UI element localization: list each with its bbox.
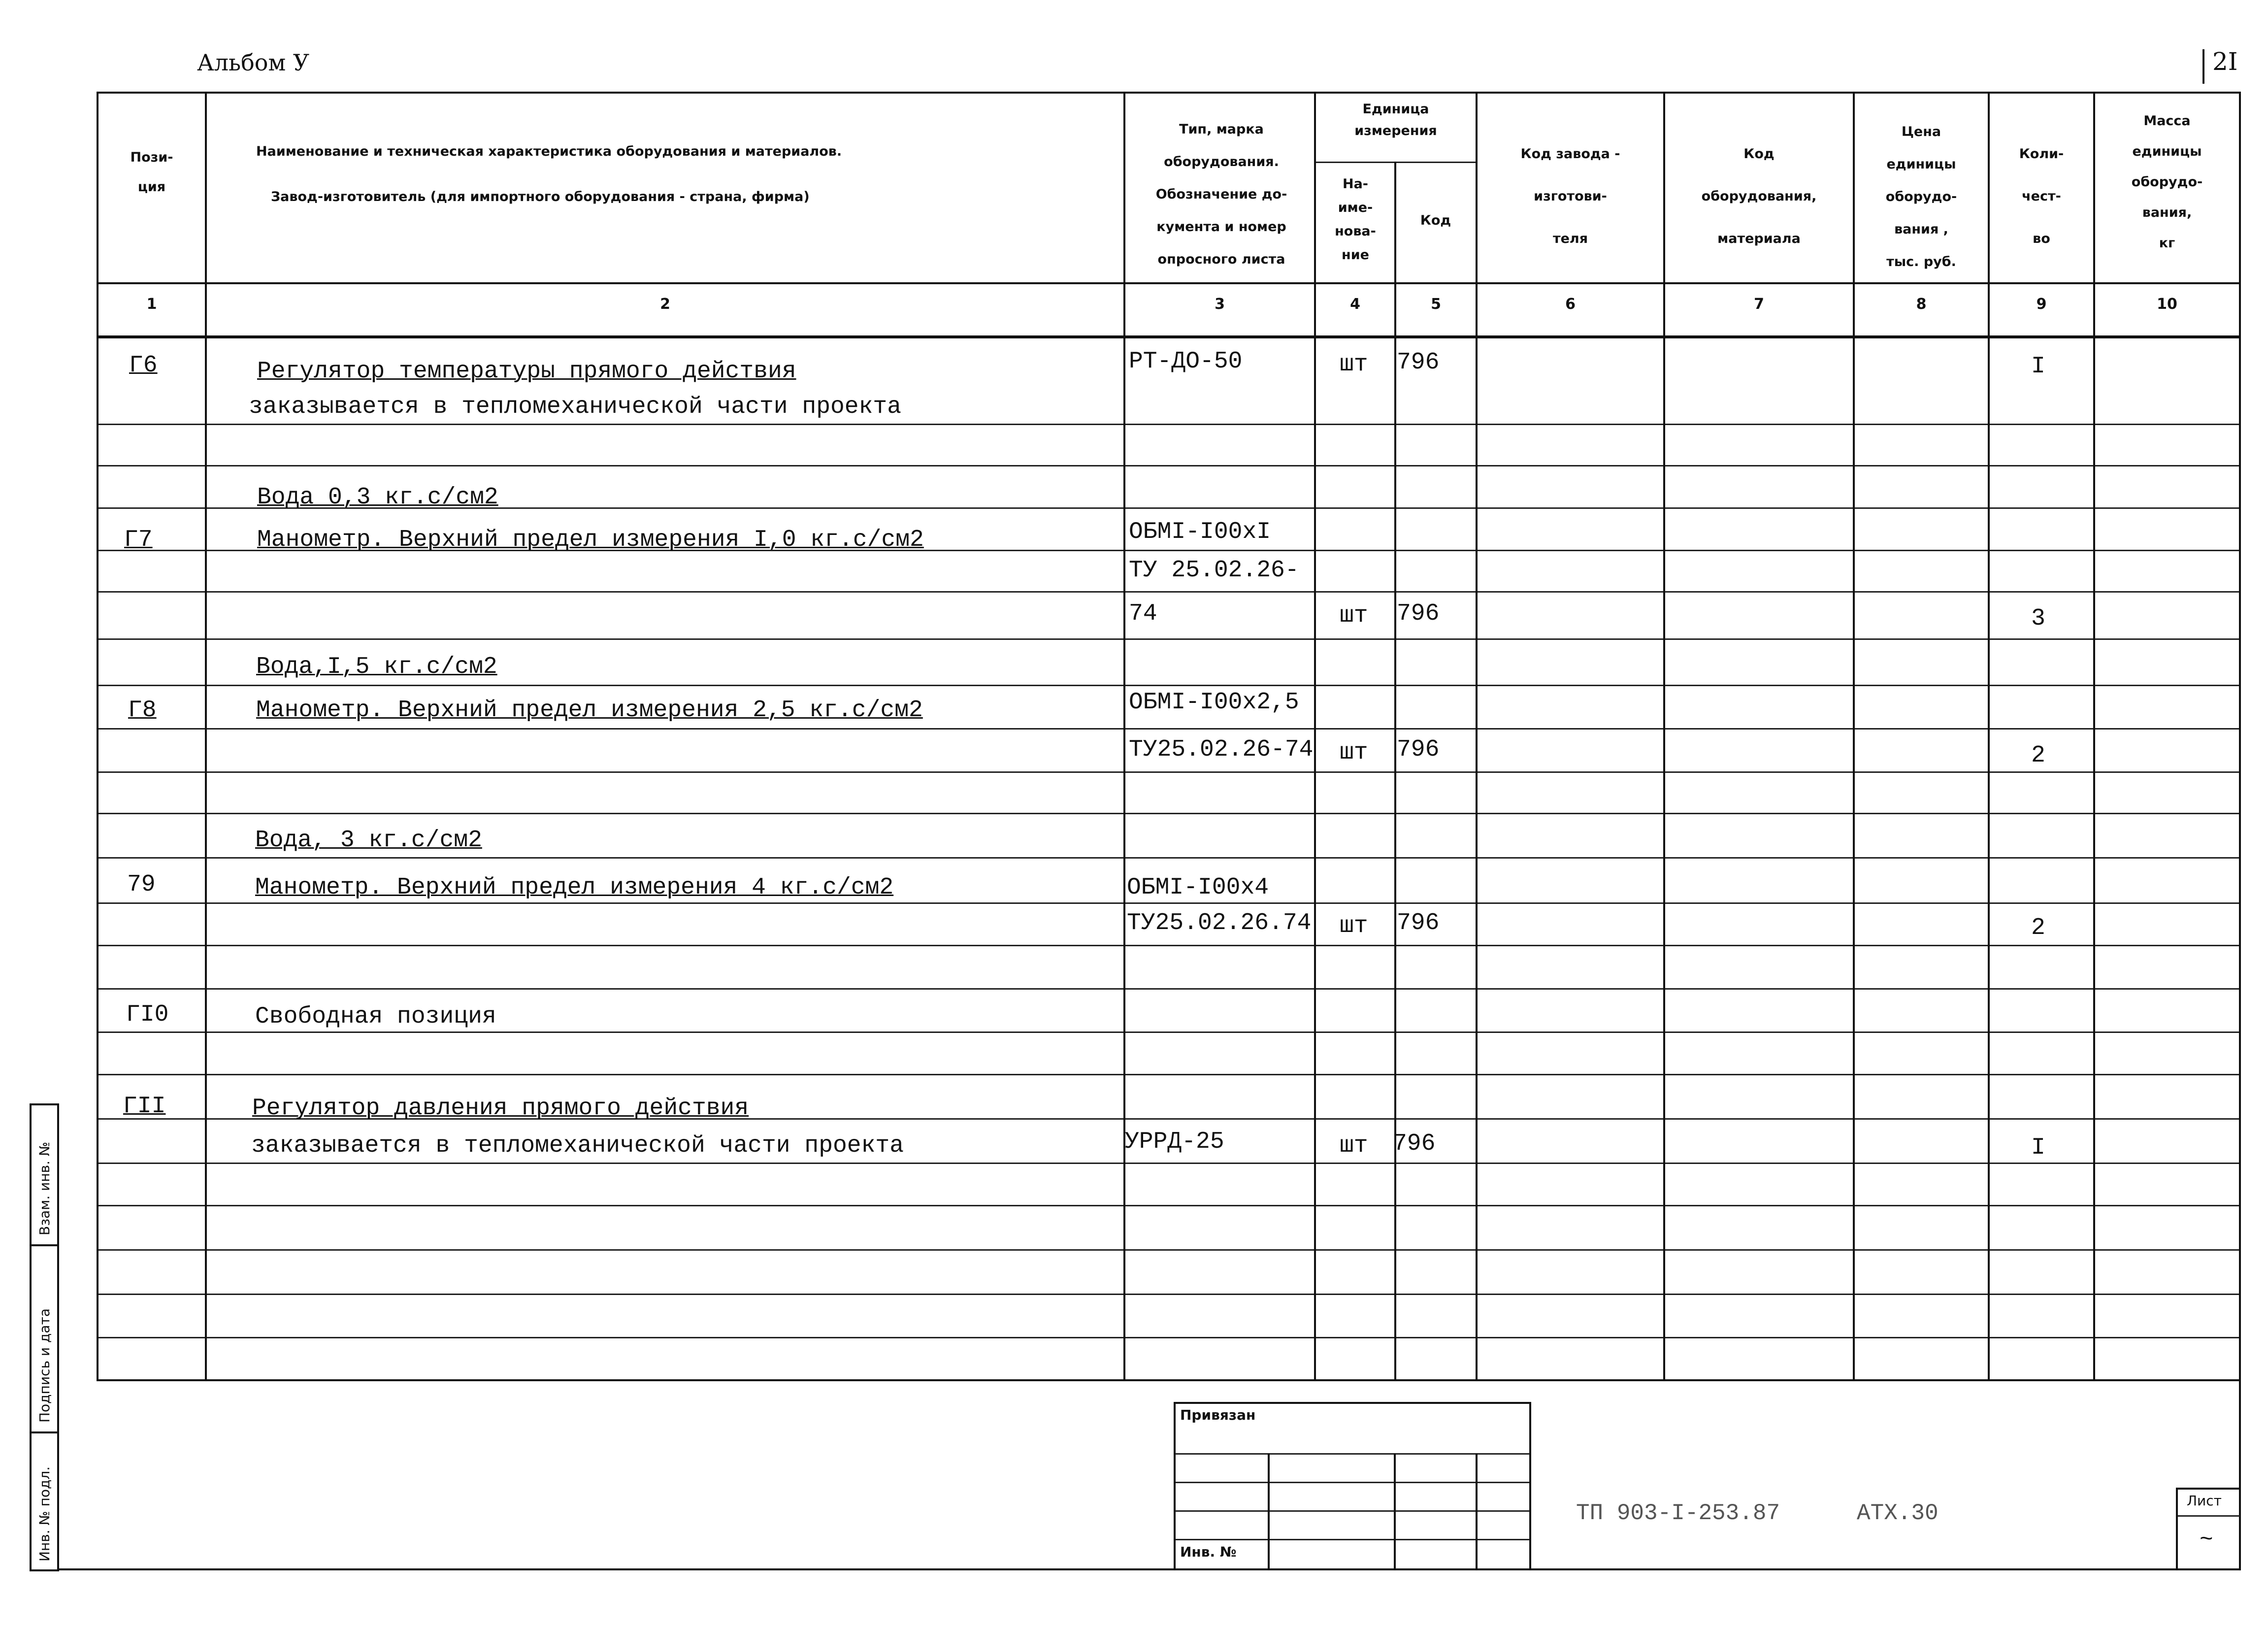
row-qty-g9: 2: [2031, 915, 2045, 941]
col-num-7: 7: [1754, 296, 1764, 313]
row-code-g7: 796: [1397, 600, 1440, 627]
row-code-g6: 796: [1397, 349, 1440, 376]
row-name-g9: Манометр. Верхний предел измерения 4 кг.с/см2: [255, 874, 894, 901]
col-num-10: 10: [2157, 296, 2177, 313]
row-code-g11: 796: [1393, 1130, 1436, 1157]
col-num-9: 9: [2036, 296, 2047, 313]
side-label-signature-date: Подпись и дата: [36, 1308, 53, 1423]
row-pos-g9: 79: [127, 871, 156, 898]
row-type-g6: РТ-ДО-50: [1129, 348, 1243, 375]
row-name-g10: Свободная позиция: [255, 1003, 496, 1030]
inv-number-label: Инв. №: [1180, 1544, 1237, 1560]
row-unit-g6: шт: [1340, 351, 1368, 378]
col-num-1: 1: [146, 296, 157, 313]
row-name-g7: Манометр. Верхний предел измерения I,0 кг.с/см2: [257, 527, 924, 553]
col-num-4: 4: [1350, 296, 1360, 313]
row-type-g9-tu: ТУ25.02.26.74: [1127, 910, 1312, 936]
col-num-2: 2: [660, 296, 670, 313]
header-unit-group: Единица измерения: [1354, 101, 1437, 138]
header-equip-code: Код оборудования, материала: [1701, 146, 1817, 246]
row-type-g8: ОБМI-I00x2,5: [1129, 689, 1299, 716]
header-qty: Коли- чест- во: [2019, 146, 2064, 246]
header-unit-name: На- име- нова- ние: [1335, 176, 1376, 263]
row-type-g7: ОБМI-I00xI: [1129, 519, 1271, 545]
row-type-g7-year: 74: [1129, 600, 1157, 627]
row-pos-g7: Г7: [124, 527, 153, 553]
row-name-g6: Регулятор температуры прямого действия: [257, 358, 796, 385]
row-unit-g11: шт: [1340, 1132, 1368, 1159]
header-unit-code: Код: [1420, 213, 1451, 228]
row-qty-g6: I: [2031, 353, 2045, 380]
row-pos-g6: Г6: [129, 352, 158, 379]
row-code-g8: 796: [1397, 736, 1440, 763]
col-num-5: 5: [1431, 296, 1441, 313]
row-unit-g8: шт: [1340, 739, 1368, 766]
row-qty-g7: 3: [2031, 605, 2045, 632]
row-medium-g9: Вода, 3 кг.с/см2: [255, 827, 482, 854]
album-label: Альбом У: [197, 49, 310, 76]
col-num-3: 3: [1215, 296, 1225, 313]
side-label-inv-original: Инв. № подл.: [36, 1466, 53, 1562]
sheet-label: Лист: [2187, 1493, 2222, 1509]
header-price: Цена единицы оборудо- вания , тыс. руб.: [1885, 124, 1957, 269]
row-pos-g11: ГII: [123, 1093, 166, 1120]
row-unit-g9: шт: [1340, 913, 1368, 939]
header-factory-code: Код завода - изготови- теля: [1520, 146, 1620, 246]
page-number: 2I: [2212, 47, 2238, 76]
header-type: Тип, марка оборудования. Обозначение до- кумента и номер опросного листа: [1155, 122, 1287, 267]
row-qty-g8: 2: [2031, 742, 2045, 769]
bound-label: Привязан: [1180, 1407, 1256, 1423]
side-label-inv-replace: Взам. инв. №: [36, 1141, 53, 1235]
row-qty-g11: I: [2031, 1134, 2045, 1161]
row-medium-g7: Вода 0,3 кг.с/см2: [257, 484, 498, 511]
row-pos-g8: Г8: [128, 697, 157, 724]
col-num-6: 6: [1565, 296, 1576, 313]
row-medium-g8: Вода,I,5 кг.с/см2: [256, 654, 497, 680]
row-type-g9: ОБМI-I00x4: [1127, 874, 1269, 901]
row-type-g11: УРРД-25: [1125, 1129, 1224, 1155]
row-code-g9: 796: [1397, 910, 1440, 936]
sheet-value: ~: [2200, 1527, 2213, 1553]
header-name: Наименование и техническая характеристика оборудования и материалов. Завод-изготовитель (для импортного оборудования - страна, фирма): [256, 144, 842, 204]
row-note-g11: заказывается в тепломеханической части проекта: [251, 1132, 904, 1159]
row-type-g8-tu: ТУ25.02.26-74: [1129, 736, 1314, 763]
row-note-g6: заказывается в тепломеханической части проекта: [249, 394, 902, 420]
document-code: ТП 903-I-253.87: [1576, 1500, 1780, 1526]
row-type-g7-tu: ТУ 25.02.26-: [1129, 557, 1299, 584]
row-name-g11: Регулятор давления прямого действия: [252, 1095, 749, 1122]
row-unit-g7: шт: [1340, 602, 1368, 629]
row-name-g8: Манометр. Верхний предел измерения 2,5 кг.с/см2: [256, 697, 923, 724]
section-code: АТХ.30: [1857, 1500, 1939, 1526]
header-mass: Масса единицы оборудо- вания, кг: [2131, 113, 2203, 251]
row-pos-g10: ГI0: [126, 1001, 169, 1028]
col-num-8: 8: [1916, 296, 1927, 313]
header-pos: Пози- ция: [130, 150, 173, 195]
